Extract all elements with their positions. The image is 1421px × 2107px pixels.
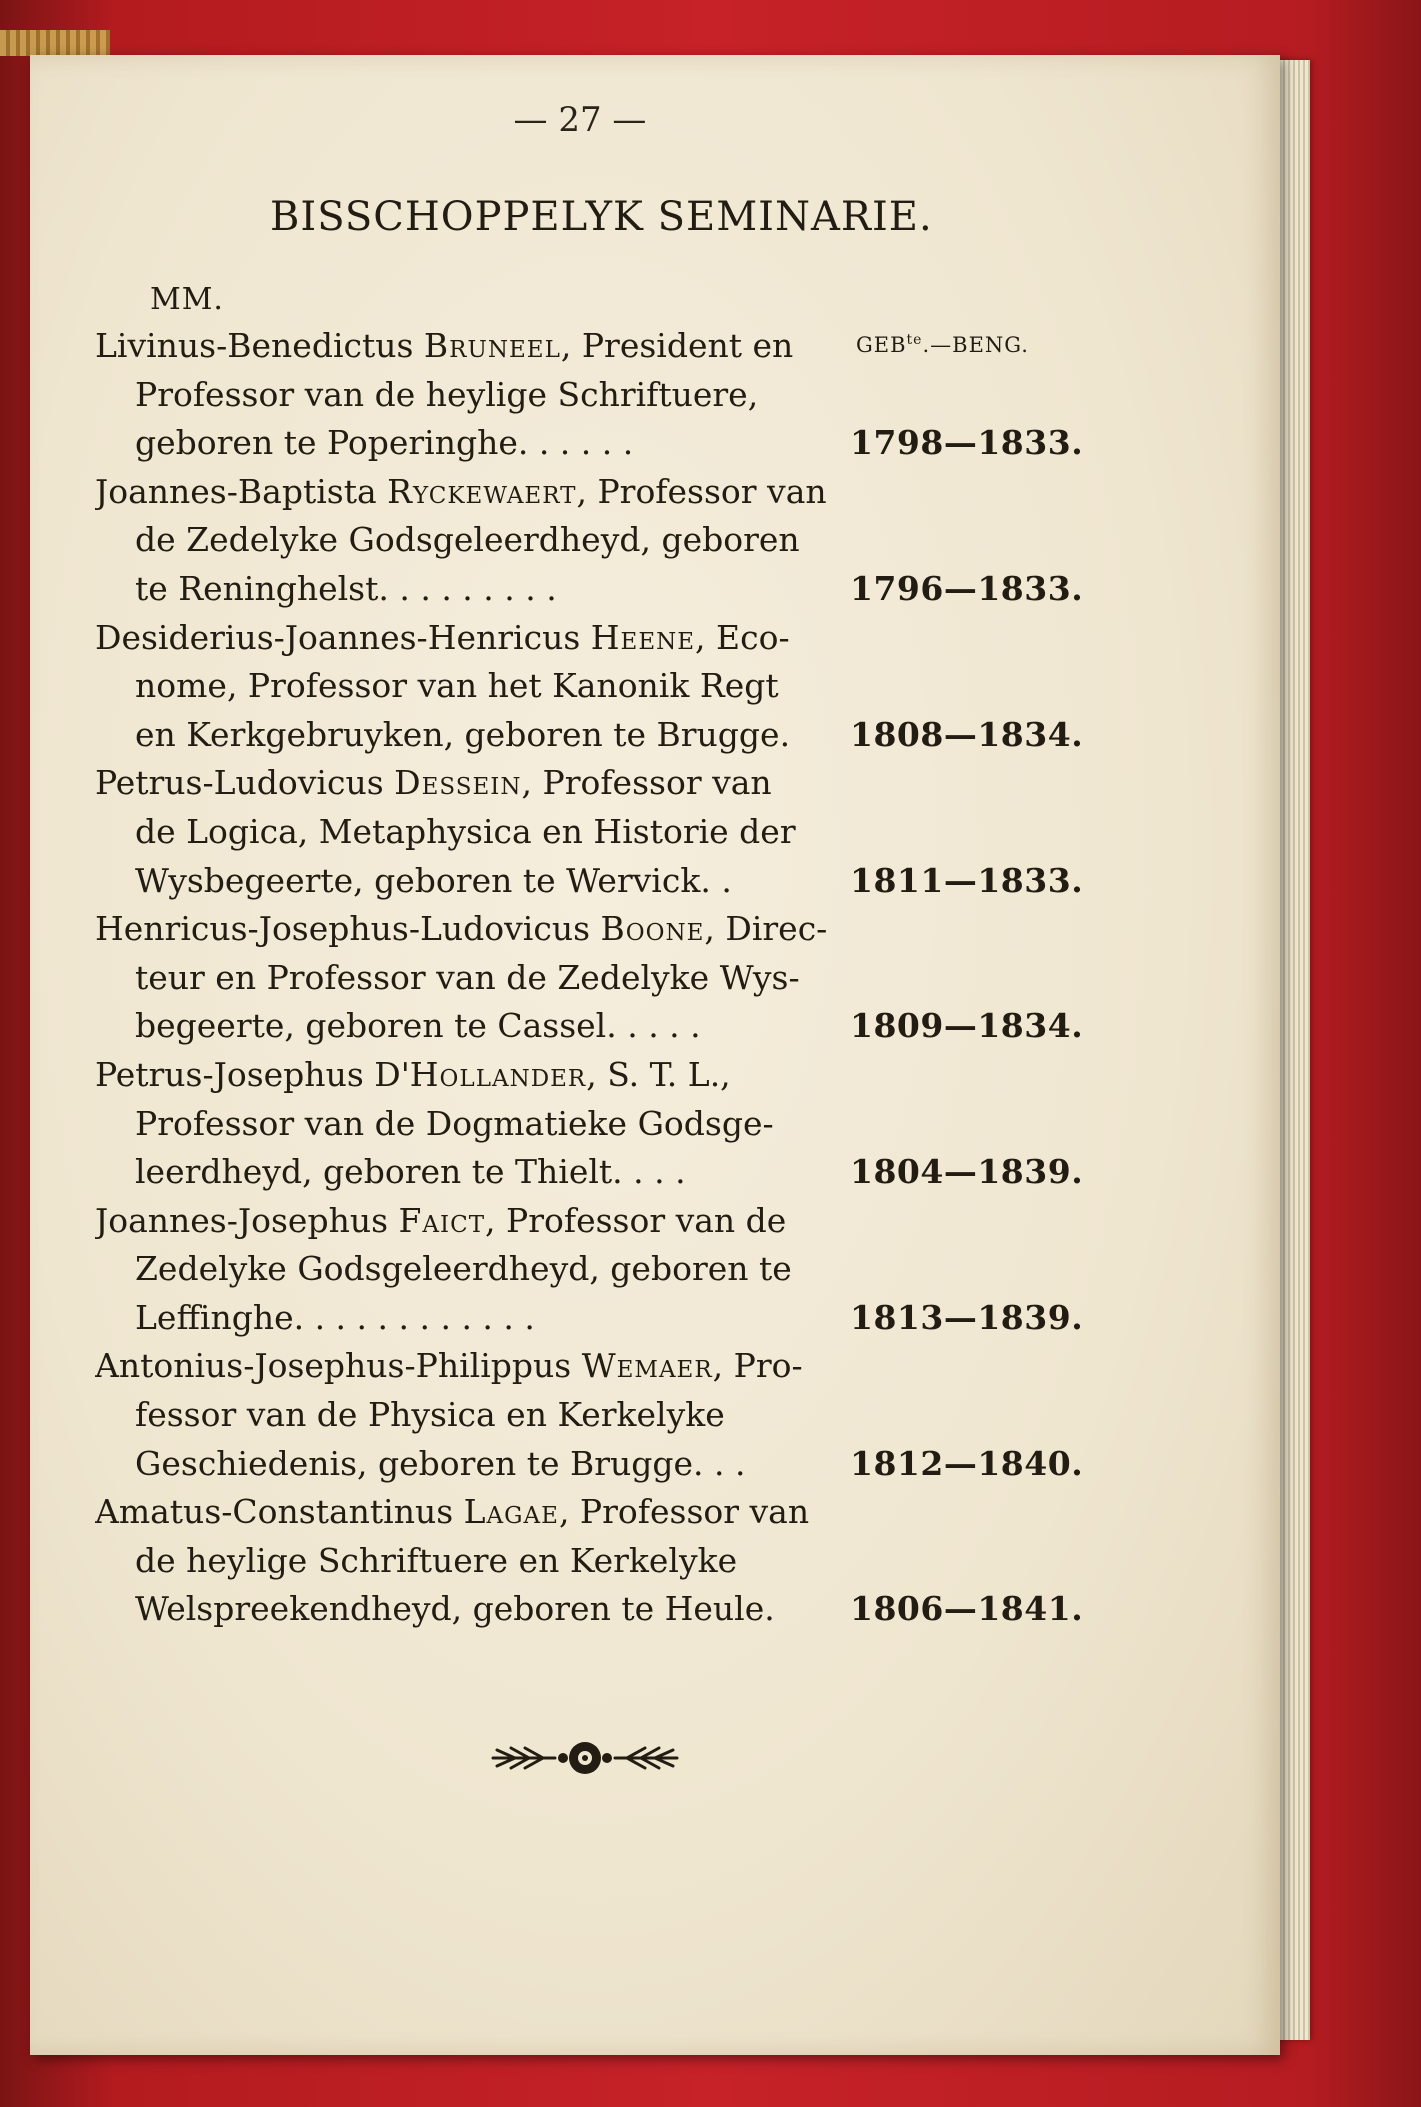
entry-surname: Heene [590, 617, 696, 657]
entry-first-line: Livinus-Benedictus Bruneel, President en [95, 326, 794, 365]
entry-line: begeerte, geboren te Cassel. . . . . [135, 1006, 701, 1046]
entry-line: Leffinghe. . . . . . . . . . . . [135, 1297, 535, 1337]
entry-line: fessor van de Physica en Kerkelyke [135, 1395, 725, 1435]
page-heading: BISSCHOPPELYK SEMINARIE. [270, 194, 933, 240]
entry [95, 468, 1095, 614]
page-number: — 27 — [513, 100, 647, 140]
entry-line: te Reninghelst. . . . . . . . . [135, 568, 557, 608]
entry-line: Zedelyke Godsgeleerdheyd, geboren te [135, 1249, 792, 1289]
entry [95, 905, 1095, 1051]
entry-dates: 1796—1833. [850, 568, 1084, 608]
entry-line: Wysbegeerte, geboren te Wervick. . [135, 860, 732, 900]
entry-line: Professor van de Dogmatieke Godsge- [135, 1103, 774, 1143]
entry [95, 1488, 1095, 1634]
entry [95, 1342, 1095, 1488]
entry [95, 322, 1095, 468]
entry-line: teur en Professor van de Zedelyke Wys- [135, 957, 800, 997]
entry-first-line: Petrus-Josephus D'Hollander, S. T. L., [95, 1054, 731, 1094]
entry [95, 1051, 1095, 1197]
entry-surname: Ryckewaert [387, 471, 577, 511]
entry-dates: 1804—1839. [850, 1152, 1084, 1192]
entry-surname: Hollander [409, 1054, 587, 1094]
entry-first-line: Desiderius-Joannes-Henricus Heene, Eco- [95, 617, 790, 657]
entry-surname: Dessein [394, 763, 522, 803]
entry-dates: 1806—1841. [850, 1589, 1084, 1629]
entry-line: Geschiedenis, geboren te Brugge. . . [135, 1443, 746, 1483]
entry-line: de Zedelyke Godsgeleerdheyd, geboren [135, 520, 800, 560]
salutation-abbreviation: MM. [150, 282, 224, 317]
entry-dates: 1812—1840. [850, 1443, 1084, 1483]
entry [95, 614, 1095, 760]
entry-dates: 1798—1833. [850, 423, 1084, 463]
entry-line: Professor van de heylige Schriftuere, [135, 374, 759, 414]
entry-surname: Bruneel [423, 326, 561, 365]
entry-list [95, 322, 1095, 1634]
entry-first-line: Antonius-Josephus-Philippus Wemaer, Pro- [95, 1346, 803, 1386]
entry-dates: 1809—1834. [850, 1006, 1084, 1046]
entry-dates: 1811—1833. [850, 860, 1084, 900]
entry-line: geboren te Poperinghe. . . . . . [135, 423, 634, 463]
floral-ornament [485, 1728, 685, 1788]
entry-line: de Logica, Metaphysica en Historie der [135, 811, 796, 851]
entry-line: en Kerkgebruyken, geboren te Brugge. [135, 714, 791, 754]
entry-surname: Boone [600, 909, 705, 949]
entry [95, 1197, 1095, 1343]
entry-first-line: Henricus-Josephus-Ludovicus Boone, Direc- [95, 909, 828, 949]
entry-surname: Lagae [463, 1492, 559, 1532]
entry-first-line: Joannes-Josephus Faict, Professor van de [95, 1200, 787, 1240]
entry-line: nome, Professor van het Kanonik Regt [135, 666, 779, 706]
entry-surname: Wemaer [581, 1346, 713, 1386]
entry-first-line: Amatus-Constantinus Lagae, Professor van [95, 1492, 810, 1532]
entry-first-line: Petrus-Ludovicus Dessein, Professor van [95, 763, 772, 803]
entry [95, 759, 1095, 905]
entry-line: de heylige Schriftuere en Kerkelyke [135, 1540, 738, 1580]
entry-surname: Faict [398, 1200, 486, 1240]
entry-line: leerdheyd, geboren te Thielt. . . . [135, 1152, 686, 1192]
column-header-birth-appointment: $GEB^{te}.—BENG$. [856, 332, 1029, 357]
entry-dates: 1808—1834. [850, 714, 1084, 754]
entry-line: Welspreekendheyd, geboren te Heule. [135, 1589, 775, 1629]
entry-dates: 1813—1839. [850, 1297, 1084, 1337]
entry-first-line: Joannes-Baptista Ryckewaert, Professor van [95, 471, 827, 511]
gilded-spine-edge [0, 30, 110, 56]
